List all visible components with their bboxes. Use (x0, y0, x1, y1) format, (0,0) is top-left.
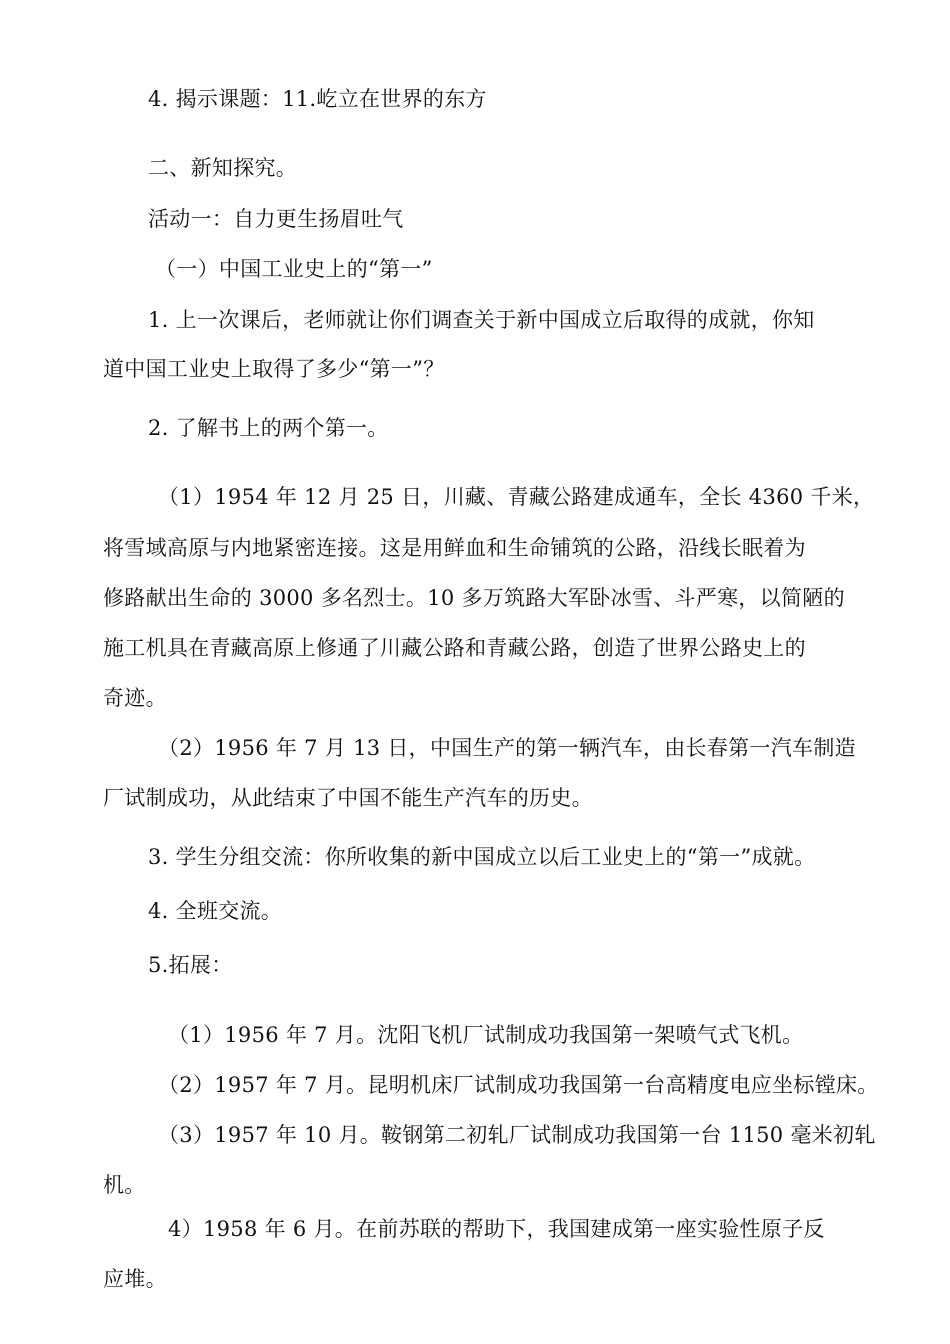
section-heading-new-knowledge: 二、新知探究。 (148, 156, 298, 180)
extension-3-line-2: 机。 (103, 1173, 146, 1197)
example-1-line-2: 将雪域高原与内地紧密连接。这是用鲜血和生命铺筑的公路，沿线长眠着为 (103, 536, 806, 560)
subsection-heading-firsts: （一）中国工业史上的“第一” (155, 257, 433, 281)
example-1-line-1: （1）1954 年 12 月 25 日，川藏、青藏公路建成通车，全长 4360 千米， (158, 485, 875, 509)
activity-one-heading: 活动一：自力更生扬眉吐气 (148, 207, 404, 231)
item-4: 4. 全班交流。 (148, 899, 283, 923)
example-1-line-5: 奇迹。 (103, 686, 167, 710)
extension-2: （2）1957 年 7 月。昆明机床厂试制成功我国第一台高精度电应坐标镗床。 (158, 1073, 879, 1097)
item-2: 2. 了解书上的两个第一。 (148, 416, 389, 440)
item-1-line-1: 1. 上一次课后，老师就让你们调查关于新中国成立后取得的成就，你知 (148, 308, 815, 332)
extension-1: （1）1956 年 7 月。沈阳飞机厂试制成功我国第一架喷气式飞机。 (168, 1023, 804, 1047)
example-1-line-3: 修路献出生命的 3000 多名烈士。10 多万筑路大军卧冰雪、斗严寒，以简陋的 (103, 586, 845, 610)
example-1-line-4: 施工机具在青藏高原上修通了川藏公路和青藏公路，创造了世界公路史上的 (103, 636, 806, 660)
example-2-line-2: 厂试制成功，从此结束了中国不能生产汽车的历史。 (103, 786, 593, 810)
example-2-line-1: （2）1956 年 7 月 13 日，中国生产的第一辆汽车，由长春第一汽车制造 (158, 736, 856, 760)
item-5-extension: 5.拓展： (148, 953, 233, 977)
item-1-line-2: 道中国工业史上取得了多少“第一”？ (103, 357, 445, 381)
extension-4-line-2: 应堆。 (103, 1267, 167, 1291)
extension-4-line-1: 4）1958 年 6 月。在前苏联的帮助下，我国建成第一座实验性原子反 (168, 1217, 825, 1241)
extension-3-line-1: （3）1957 年 10 月。鞍钢第二初轧厂试制成功我国第一台 1150 毫米初轧 (158, 1123, 876, 1147)
step-4-topic: 4. 揭示课题：11.屹立在世界的东方 (148, 87, 487, 111)
item-3: 3. 学生分组交流：你所收集的新中国成立以后工业史上的“第一”成就。 (148, 845, 816, 869)
